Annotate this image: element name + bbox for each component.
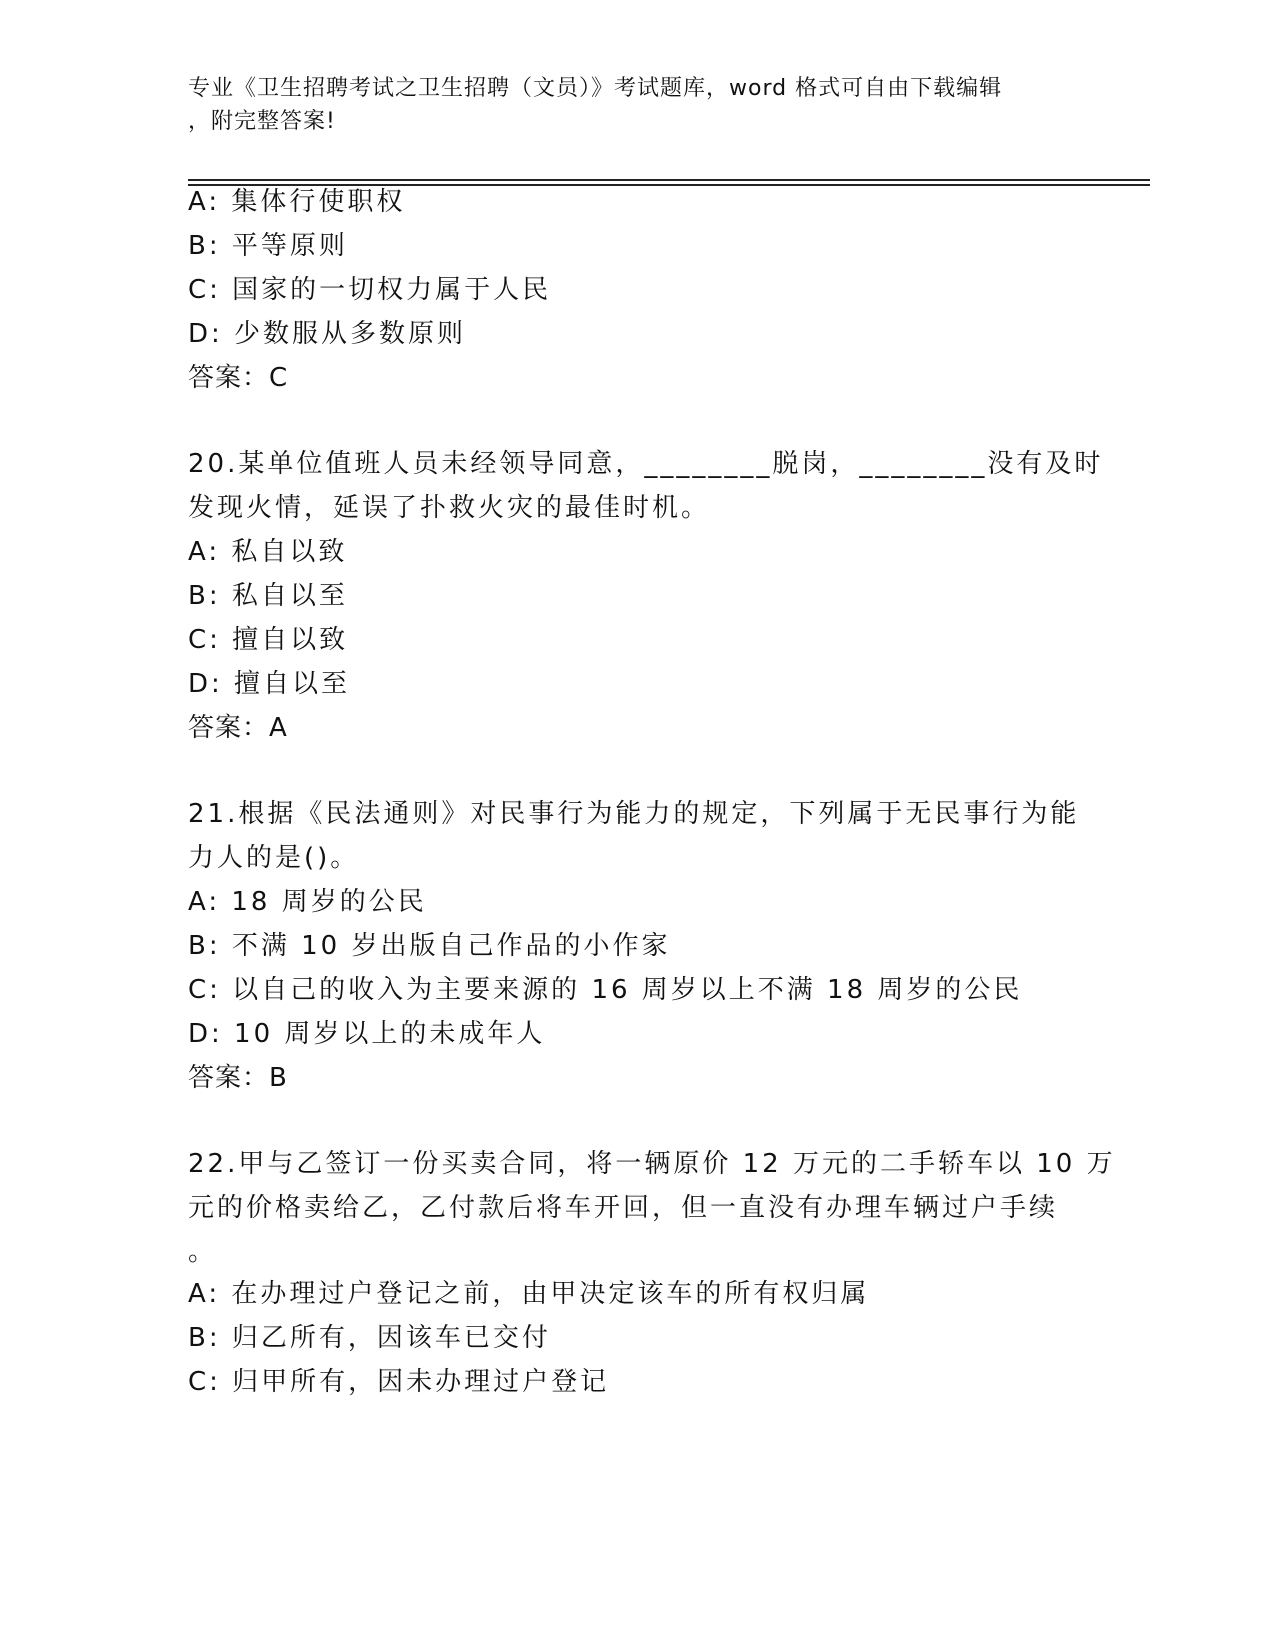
q20-stem-line-2: 发现火情，延误了扑救火灾的最佳时机。 — [188, 493, 711, 523]
q20-answer: 答案：A — [188, 713, 288, 743]
header-line-2: ，附完整答案! — [188, 109, 336, 134]
q21-option-d: D: 10 周岁以上的未成年人 — [188, 1019, 546, 1049]
q21-stem-line-1: 21.根据《民法通则》对民事行为能力的规定，下列属于无民事行为能 — [188, 799, 1080, 829]
q19-option-b: B: 平等原则 — [188, 231, 348, 261]
q22-stem-line-1: 22.甲与乙签订一份买卖合同，将一辆原价 12 万元的二手轿车以 10 万 — [188, 1149, 1116, 1179]
q22-option-a: A: 在办理过户登记之前，由甲决定该车的所有权归属 — [188, 1279, 870, 1309]
q21-option-a: A: 18 周岁的公民 — [188, 887, 427, 917]
q19-option-a: A: 集体行使职权 — [188, 187, 406, 217]
q19-option-c: C: 国家的一切权力属于人民 — [188, 275, 552, 305]
q22-stem-line-3: 。 — [188, 1237, 218, 1267]
header-divider-top — [188, 179, 1150, 181]
q19-answer: 答案：C — [188, 363, 289, 393]
q20-option-d: D: 擅自以至 — [188, 669, 351, 699]
q21-answer: 答案：B — [188, 1063, 288, 1093]
q20-option-a: A: 私自以致 — [188, 537, 348, 567]
header-line-1: 专业《卫生招聘考试之卫生招聘（文员）》考试题库，word 格式可自由下载编辑 — [188, 76, 1003, 101]
q21-stem-line-2: 力人的是()。 — [188, 843, 360, 873]
q19-option-d: D: 少数服从多数原则 — [188, 319, 467, 349]
q21-option-b: B: 不满 10 岁出版自己作品的小作家 — [188, 931, 671, 961]
q22-option-b: B: 归乙所有，因该车已交付 — [188, 1323, 551, 1353]
q22-stem-line-2: 元的价格卖给乙，乙付款后将车开回，但一直没有办理车辆过户手续 — [188, 1193, 1059, 1223]
document-header — [188, 72, 1078, 138]
q20-stem-line-1: 20.某单位值班人员未经领导同意，________脱岗，________没有及时 — [188, 449, 1104, 479]
q21-option-c: C: 以自己的收入为主要来源的 16 周岁以上不满 18 周岁的公民 — [188, 975, 1023, 1005]
q20-option-c: C: 擅自以致 — [188, 625, 349, 655]
q20-option-b: B: 私自以至 — [188, 581, 348, 611]
q22-option-c: C: 归甲所有，因未办理过户登记 — [188, 1367, 610, 1397]
